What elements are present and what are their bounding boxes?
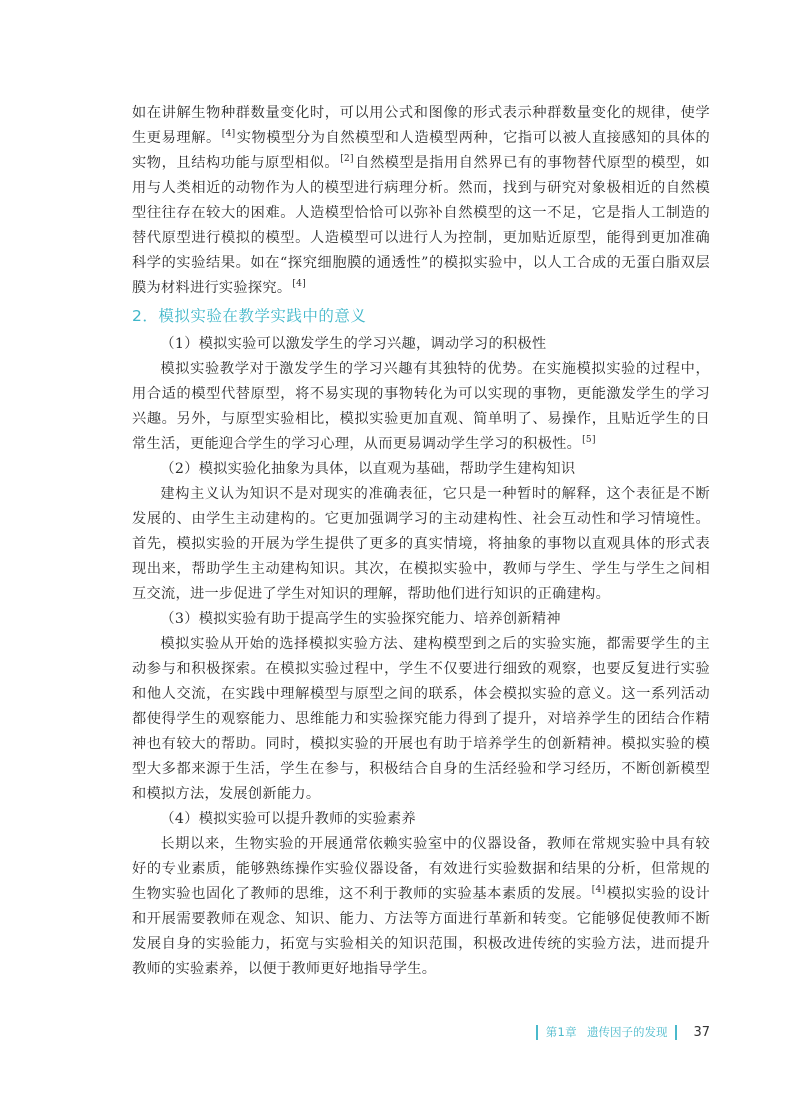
subsection-4-text-a: 长期以来，生物实验的开展通常依赖实验室中的仪器设备，教师在常规实验中具有较好的专业素质，能够熟练操作实验仪器设备，有效进行实验数据和结果的分析，但常规的生物实验也固化了教师的思维，这不利于教师的实验基本素质的发展。 xyxy=(132,836,710,902)
footer-divider xyxy=(536,1025,538,1040)
page-footer xyxy=(528,1022,710,1042)
intro-sentence-2: 实物模型分为自然模型和人造模型两种，它指可以被人直接感知的具体的实物，且结构功能与原型相似。 xyxy=(132,130,710,171)
footer-divider xyxy=(675,1025,677,1040)
chapter-label: 第1章 xyxy=(545,1025,577,1039)
subsection-1-title: （1）模拟实验可以激发学生的学习兴趣，调动学习的积极性 xyxy=(160,336,547,352)
subsection-1-body xyxy=(132,357,710,457)
subsection-3-title: （3）模拟实验有助于提高学生的实验探究能力、培养创新精神 xyxy=(160,611,561,627)
subsection-2-body: 建构主义认为知识不是对现实的准确表征，它只是一种暂时的解释，这个表征是不断发展的、由学生主动建构的。它更加强调学习的主动建构性、社会互动性和学习情境性。首先，模拟实验的开展为学生提供了更多的真实情境，将抽象的事物以直观具体的形式表现出来，帮助学生主动建构知识。其次，在模拟实验中，教师与学生、学生与学生之间相互交流，进一步促进了学生对知识的理解，帮助他们进行知识的正确建构。 xyxy=(132,486,710,602)
citation: [4] xyxy=(292,279,307,290)
body-text xyxy=(132,101,710,982)
citation: [5] xyxy=(582,435,596,446)
subsection-4-text-b: 模拟实验的设计和开展需要教师在观念、知识、能力、方法等方面进行革新和转变。它能够促使教师不断发展自身的实验能力，拓宽与实验相关的知识范围，积极改进传统的实验方法，进而提升教师的实验素养，以便于教师更好地指导学生。 xyxy=(132,886,710,977)
citation: [2] xyxy=(340,154,354,165)
citation: [4] xyxy=(221,129,236,140)
subsection-4-title: （4）模拟实验可以提升教师的实验素养 xyxy=(160,811,417,827)
subsection-4-body xyxy=(132,832,710,982)
page-number: 37 xyxy=(693,1024,710,1040)
intro-sentence-1: 如在讲解生物种群数量变化时，可以用公式和图像的形式表示种群数量变化的规律，使学生更易理解。 xyxy=(132,105,710,146)
chapter-title: 遗传因子的发现 xyxy=(586,1025,668,1039)
intro-paragraph xyxy=(132,101,710,301)
subsection-1-text: 模拟实验教学对于激发学生的学习兴趣有其独特的优势。在实施模拟实验的过程中，用合适的模型代替原型，将不易实现的事物转化为可以实现的事物，更能激发学生的学习兴趣。另外，与原型实验相比，模拟实验更加直观、简单明了、易操作，且贴近学生的日常生活，更能迎合学生的学习心理，从而更易调动学生学习的积极性。 xyxy=(132,361,710,452)
subsection-2-title: （2）模拟实验化抽象为具体，以直观为基础，帮助学生建构知识 xyxy=(160,461,576,477)
citation: [4] xyxy=(591,885,606,896)
subsection-3-body: 模拟实验从开始的选择模拟实验方法、建构模型到之后的实验实施，都需要学生的主动参与和积极探索。在模拟实验过程中，学生不仅要进行细致的观察，也要反复进行实验和他人交流，在实践中理解模型与原型之间的联系，体会模拟实验的意义。这一系列活动都使得学生的观察能力、思维能力和实验探究能力得到了提升，对培养学生的团结合作精神也有较大的帮助。同时，模拟实验的开展也有助于培养学生的创新精神。模拟实验的模型大多都来源于生活，学生在参与，积极结合自身的生活经验和学习经历，不断创新模型和模拟方法，发展创新能力。 xyxy=(132,636,710,802)
intro-sentence-3: 自然模型是指用自然界已有的事物替代原型的模型，如用与人类相近的动物作为人的模型进行病理分析。然而，找到与研究对象极相近的自然模型往往存在较大的困难。人造模型恰恰可以弥补自然模型的这一不足，它是指人工制造的替代原型进行模拟的模型。人造模型可以进行人为控制，更加贴近原型，能得到更加准确科学的实验结果。如在“探究细胞膜的通透性”的模拟实验中，以人工合成的无蛋白脂双层膜为材料进行实验探究。 xyxy=(132,155,711,296)
section-heading: 2．模拟实验在教学实践中的意义 xyxy=(132,307,367,325)
